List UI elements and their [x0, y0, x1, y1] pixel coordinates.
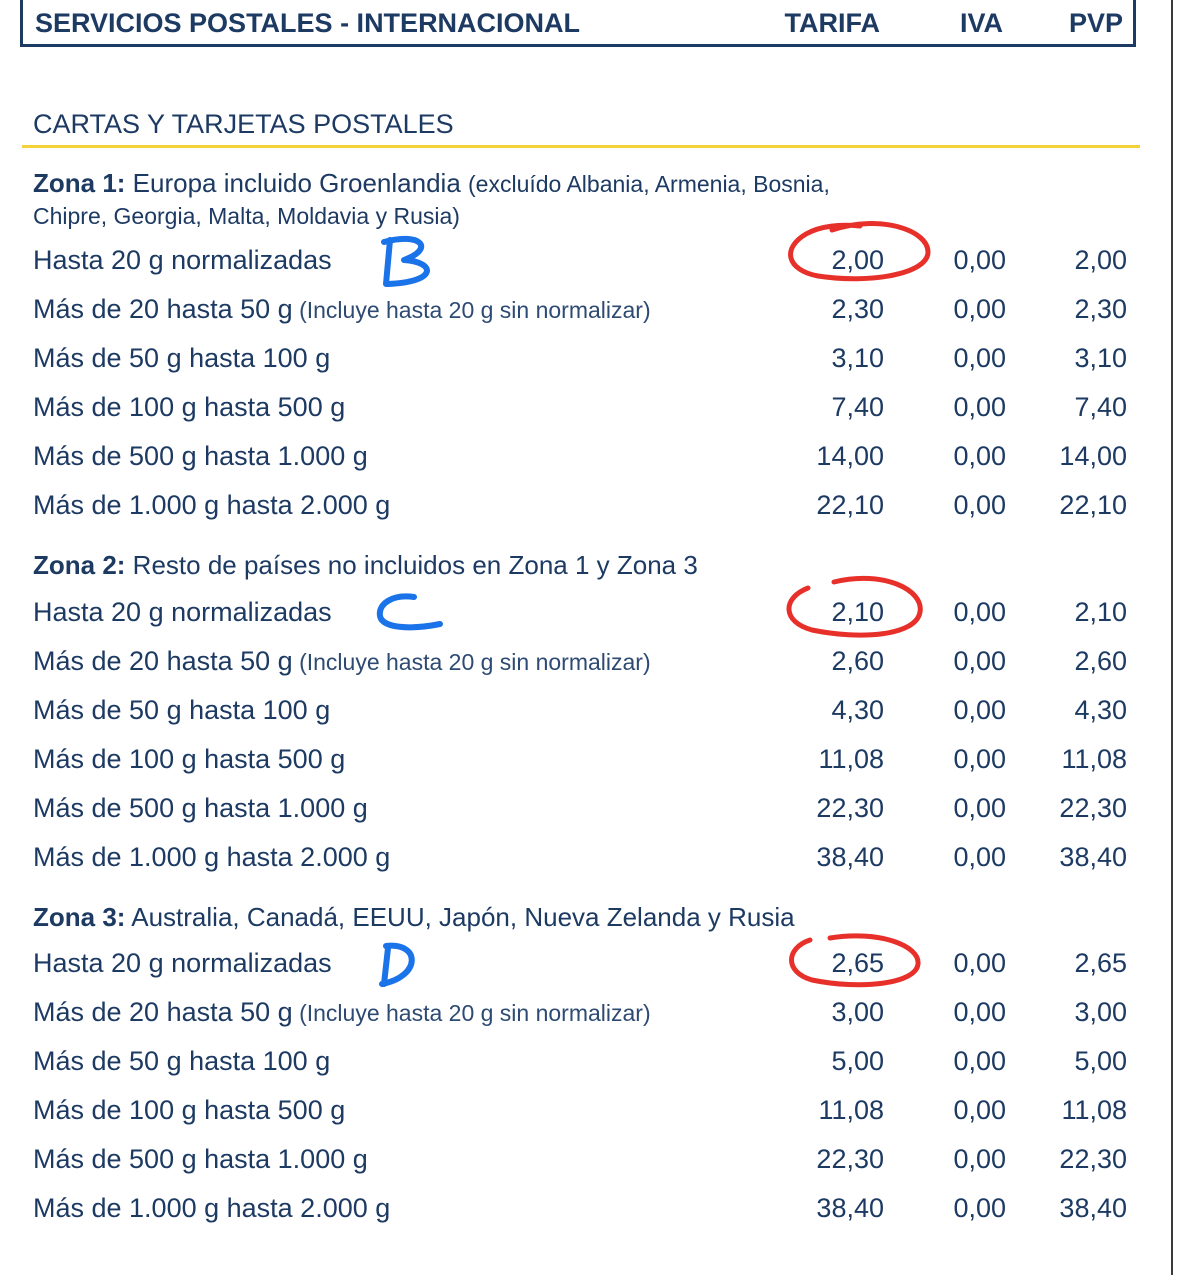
pvp-value: 2,00	[1074, 245, 1127, 275]
row-label: Más de 20 hasta 50 g (Incluye hasta 20 g sin normalizar)	[33, 294, 651, 324]
row-label: Hasta 20 g normalizadas	[33, 597, 332, 627]
iva-value: 0,00	[953, 1046, 1006, 1076]
pvp-value: 2,30	[1074, 294, 1127, 324]
tarifa-value: 22,30	[816, 1144, 884, 1174]
red-circle-marks	[789, 224, 928, 985]
iva-value: 0,00	[953, 294, 1006, 324]
tarifa-value: 5,00	[831, 1046, 884, 1076]
zone-name: Europa incluido Groenlandia	[125, 168, 469, 198]
column-header-pvp: PVP	[1068, 8, 1123, 38]
letter-b-mark	[384, 239, 427, 284]
pvp-value: 22,10	[1059, 490, 1127, 520]
pvp-value: 3,00	[1074, 997, 1127, 1027]
tarifa-value: 22,30	[816, 793, 884, 823]
tarifa-value: 3,10	[831, 343, 884, 373]
tarifa-value: 11,08	[818, 744, 884, 774]
circle-zone-3	[792, 936, 919, 985]
iva-value: 0,00	[953, 695, 1006, 725]
row-label: Más de 20 hasta 50 g (Incluye hasta 20 g sin normalizar)	[33, 997, 651, 1027]
section-title: CARTAS Y TARJETAS POSTALES	[33, 109, 454, 139]
page-title: SERVICIOS POSTALES - INTERNACIONAL	[35, 8, 581, 38]
tarifa-value: 2,60	[831, 646, 884, 676]
pvp-value: 38,40	[1059, 1193, 1127, 1223]
iva-value: 0,00	[953, 1095, 1006, 1125]
tarifa-value: 11,08	[818, 1095, 884, 1125]
iva-value: 0,00	[953, 1144, 1006, 1174]
row-label: Hasta 20 g normalizadas	[33, 245, 332, 275]
zone-name: Australia, Canadá, EEUU, Japón, Nueva Zelanda y Rusia	[125, 902, 795, 932]
pvp-value: 22,30	[1059, 1144, 1127, 1174]
zone-label: Zona 1:	[33, 168, 126, 198]
tarifa-value: 38,40	[816, 842, 884, 872]
iva-value: 0,00	[953, 744, 1006, 774]
tarifa-value: 38,40	[816, 1193, 884, 1223]
pvp-value: 3,10	[1074, 343, 1127, 373]
iva-value: 0,00	[953, 793, 1006, 823]
pvp-value: 22,30	[1059, 793, 1127, 823]
row-label: Hasta 20 g normalizadas	[33, 948, 332, 978]
zone-label: Zona 3:	[33, 902, 126, 932]
row-label: Más de 1.000 g hasta 2.000 g	[33, 1193, 391, 1223]
pvp-value: 4,30	[1074, 695, 1127, 725]
pvp-value: 11,08	[1061, 744, 1127, 774]
row-label: Más de 100 g hasta 500 g	[33, 744, 346, 774]
tarifa-value: 2,65	[831, 948, 884, 978]
iva-value: 0,00	[953, 343, 1006, 373]
row-label: Más de 500 g hasta 1.000 g	[33, 441, 368, 471]
row-label: Más de 50 g hasta 100 g	[33, 1046, 331, 1076]
iva-value: 0,00	[953, 646, 1006, 676]
pvp-value: 38,40	[1059, 842, 1127, 872]
tarifa-value: 2,00	[831, 245, 884, 275]
tarifa-value: 4,30	[831, 695, 884, 725]
row-label: Más de 50 g hasta 100 g	[33, 343, 331, 373]
tarifa-value: 7,40	[831, 392, 884, 422]
zone-name: Resto de países no incluidos en Zona 1 y Zona 3	[125, 550, 698, 580]
column-header-iva: IVA	[959, 8, 1003, 38]
tarifa-value: 3,00	[831, 997, 884, 1027]
row-label: Más de 100 g hasta 500 g	[33, 1095, 346, 1125]
pvp-value: 5,00	[1074, 1046, 1127, 1076]
tarifa-value: 2,30	[831, 294, 884, 324]
pvp-value: 2,60	[1074, 646, 1127, 676]
iva-value: 0,00	[953, 1193, 1006, 1223]
column-header-tarifa: TARIFA	[784, 8, 880, 38]
iva-value: 0,00	[953, 245, 1006, 275]
tarifa-value: 22,10	[816, 490, 884, 520]
row-label: Más de 1.000 g hasta 2.000 g	[33, 490, 391, 520]
iva-value: 0,00	[953, 490, 1006, 520]
iva-value: 0,00	[953, 842, 1006, 872]
tarifa-value: 2,10	[831, 597, 884, 627]
pvp-value: 11,08	[1061, 1095, 1127, 1125]
iva-value: 0,00	[953, 597, 1006, 627]
row-label: Más de 50 g hasta 100 g	[33, 695, 331, 725]
circle-zone-1	[791, 224, 928, 279]
zone-label: Zona 2:	[33, 550, 126, 580]
letter-d-mark	[382, 946, 412, 984]
pvp-value: 14,00	[1059, 441, 1127, 471]
row-label: Más de 1.000 g hasta 2.000 g	[33, 842, 391, 872]
row-label: Más de 500 g hasta 1.000 g	[33, 1144, 368, 1174]
circle-zone-2	[789, 578, 920, 635]
tarifa-value: 14,00	[816, 441, 884, 471]
zone-note: (excluído Albania, Armenia, Bosnia, Chipre, Georgia, Malta, Moldavia y Rusia)	[33, 171, 830, 229]
letter-c-mark	[380, 596, 440, 627]
iva-value: 0,00	[953, 441, 1006, 471]
pvp-value: 7,40	[1074, 392, 1127, 422]
pvp-value: 2,65	[1074, 948, 1127, 978]
row-label: Más de 100 g hasta 500 g	[33, 392, 346, 422]
iva-value: 0,00	[953, 948, 1006, 978]
iva-value: 0,00	[953, 997, 1006, 1027]
row-label: Más de 20 hasta 50 g (Incluye hasta 20 g sin normalizar)	[33, 646, 651, 676]
row-label: Más de 500 g hasta 1.000 g	[33, 793, 368, 823]
iva-value: 0,00	[953, 392, 1006, 422]
pvp-value: 2,10	[1074, 597, 1127, 627]
